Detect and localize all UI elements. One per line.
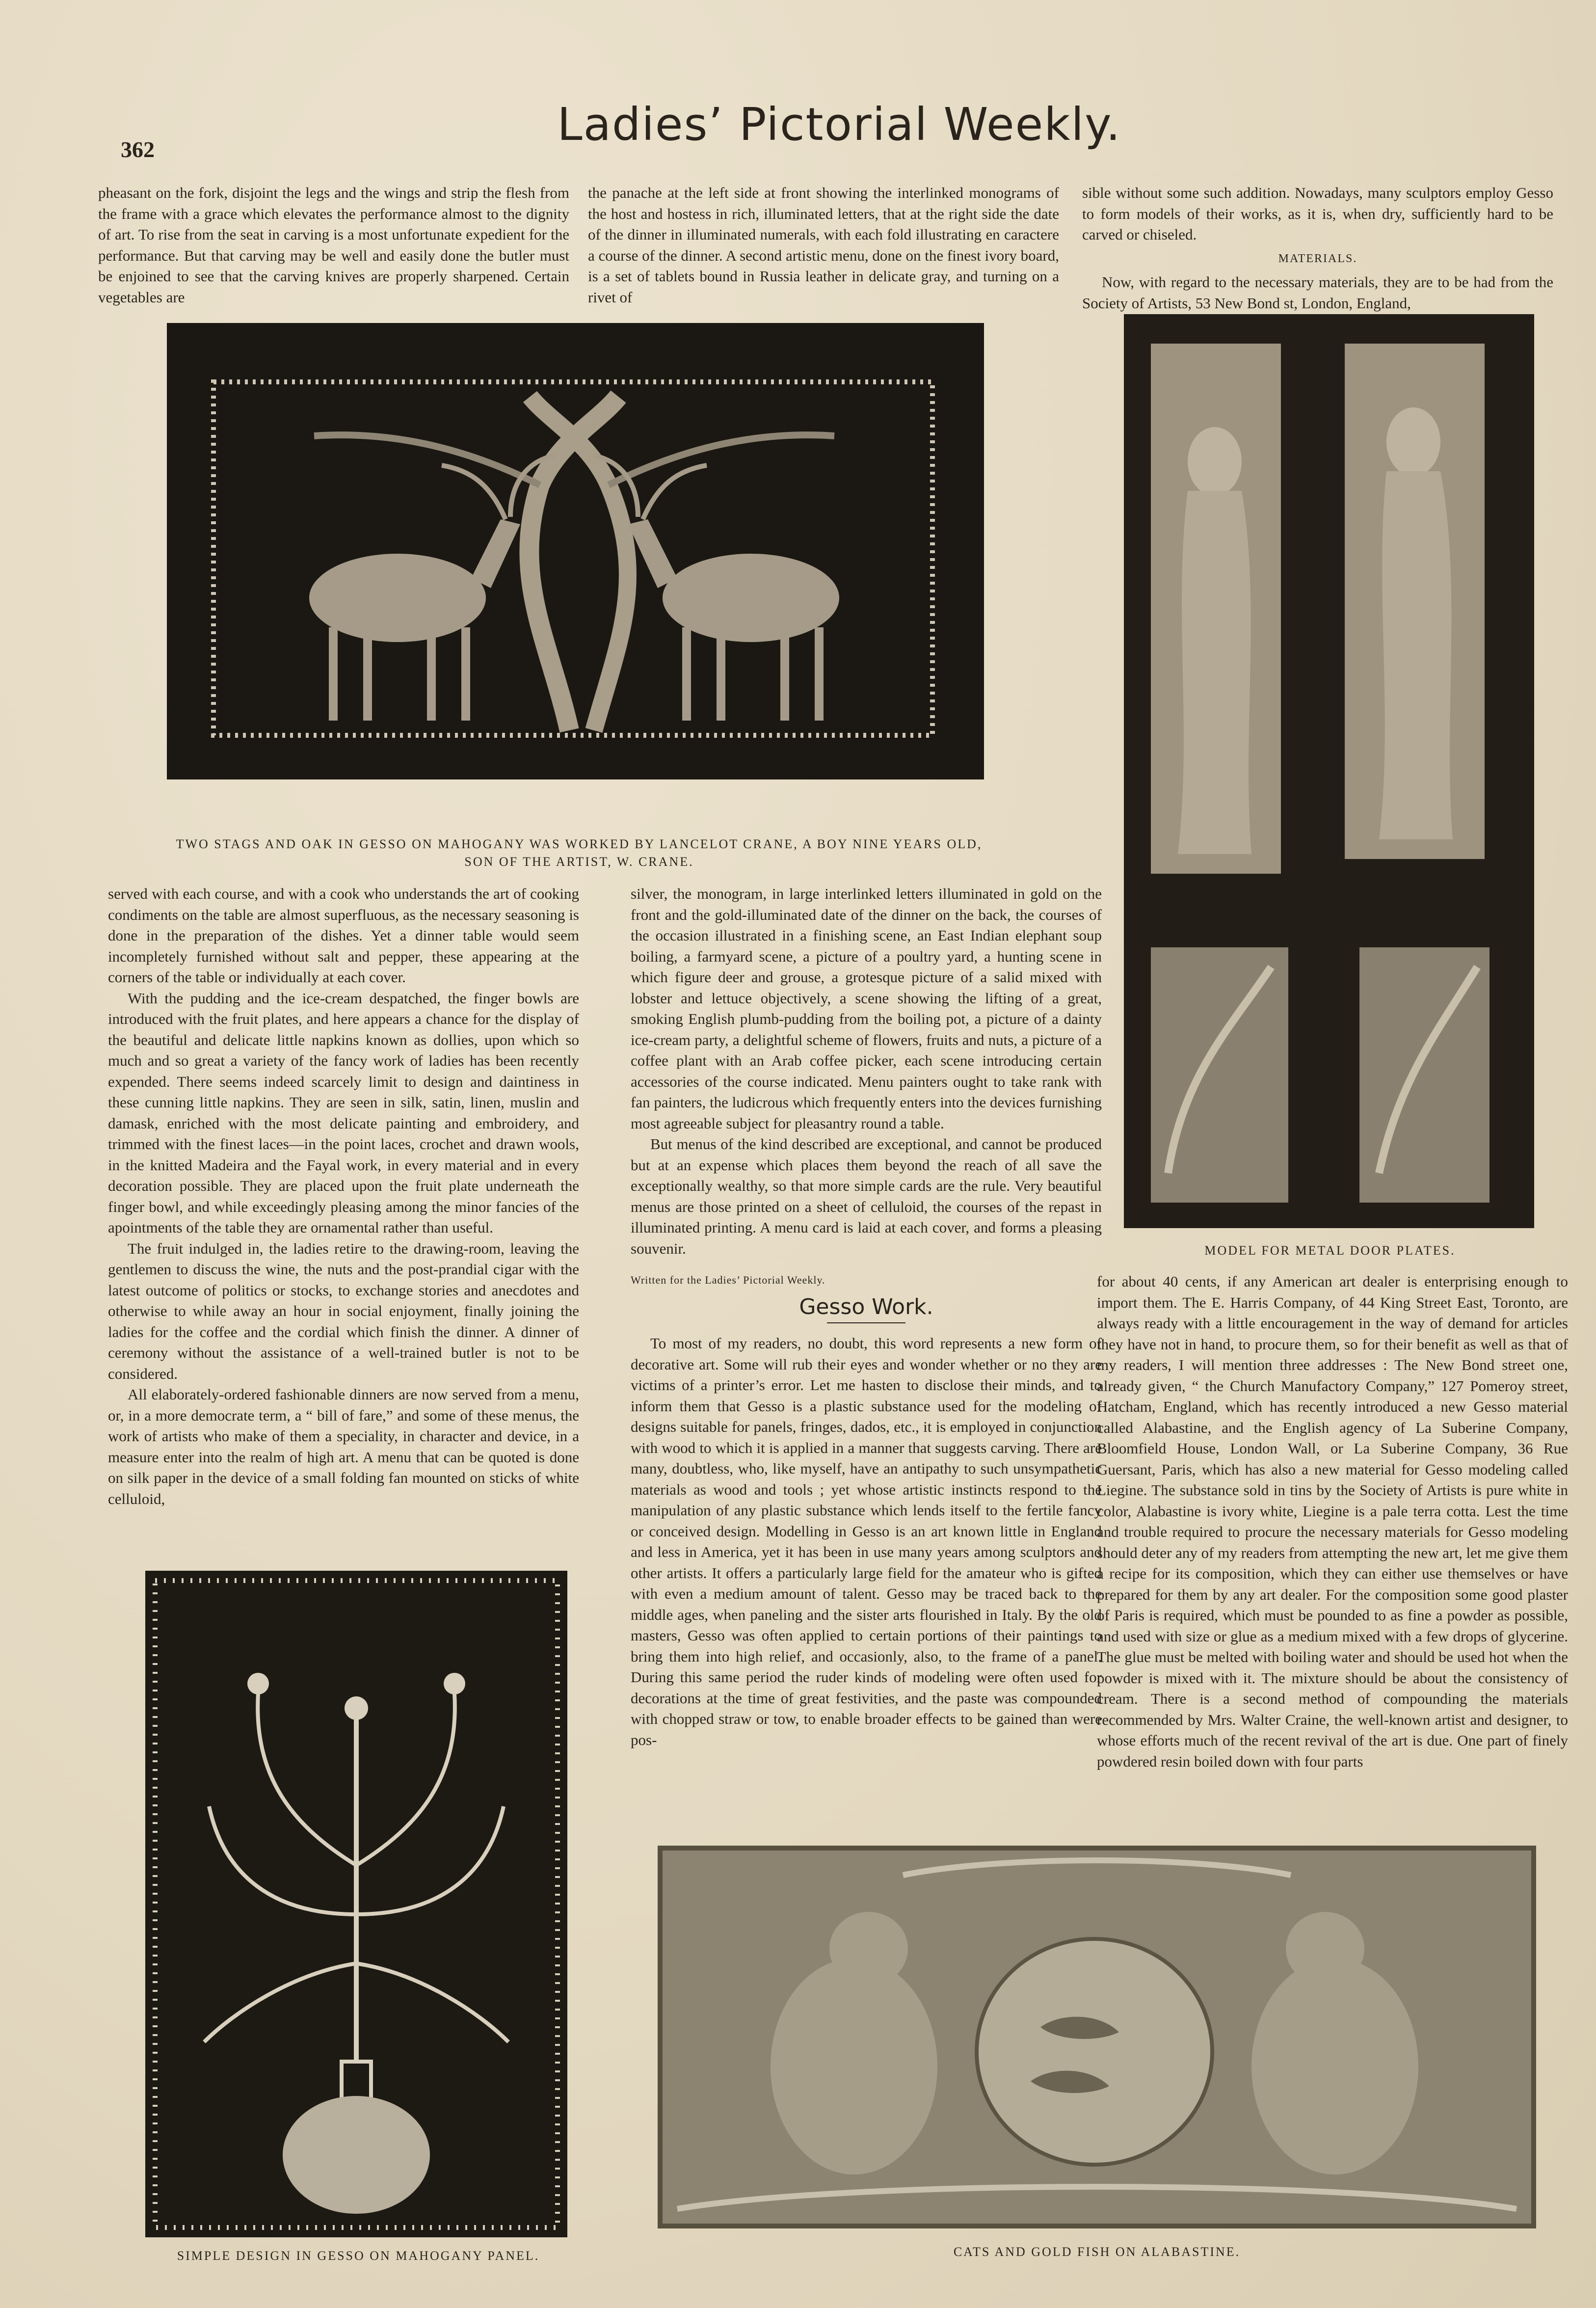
top-column-1 — [98, 183, 569, 308]
paragraph: With the pudding and the ice-cream despatched, the finger bowls are introduced with the fruit plates, and here appears a chance for the display of the beautiful and delicate little napkins known as dollies, upon which so much and so great a variety of the fancy work of ladies has been recently expended. There seems indeed scarcely limit to design and daintiness in these cunning little napkins. They are seen in silk, satin, linen, muslin and damask, enriched with the most delicate painting and embroidery, and trimmed with the finest laces—in the point laces, crochet and drawn wools, in the knitted Madeira and the Fayal work, in every material and in every decoration possible. They are placed upon the fruit plate underneath the finger bowl, and while exceedingly pleasing among the minor fancies of the apointments of the table they are ornamental rather than useful. — [108, 989, 579, 1236]
paragraph: for about 40 cents, if any American art dealer is enterprising enough to import them. The E. Harris Company, of 44 King Street East, Toronto, are always ready with a little encouragement in the way of demand for articles they have not in hand, to procure them, so for their benefit as well as that of my readers, I will mention three addresses : The New Bond street one, already given, “ the Church Manufactory Company,” 127 Pomeroy street, Hatcham, England, which has recently introduced a new Gesso material called Alabastine, and the English agency of La Suberine Company, Bloomfield House, London Wall, or La Suberine Company, 36 Rue Guersant, Paris, which has also a new material for Gesso modeling called Liegine. The substance sold in tins by the Society of Artists is pure white in color, Alabastine is ivory white, Liegine is a pale terra cotta. Lest the time and trouble required to procure the necessary materials for Gesso modeling should deter any of my readers from attempting the new art, let me give them a recipe for its composition, which they can either use themselves or have prepared for them by any art dealer. For the composition some good plaster of Paris is required, which must be pounded to as fine a powder as possible, and used with size or glue as a medium mixed with a few drops of glycerine. The glue must be melted with boiling water and should be used hot when the powder is mixed with it. The mixture should be about the consistency of cream. There is a second method of compounding the materials recommended by Mrs. Walter Craine, the well-known artist and designer, to whose efforts much of the recent revival of the art is due. One part of finely powdered resin boiled down with four parts — [1097, 1273, 1568, 1770]
paragraph: sible without some such addition. Nowadays, many sculptors employ Gesso to form models of their works, as it is, when dry, sufficiently hard to be carved or chiseled. — [1082, 184, 1553, 243]
written-for-note: Written for the Ladies’ Pictorial Weekly. — [631, 1274, 825, 1286]
paragraph: pheasant on the fork, disjoint the legs and the wings and strip the flesh from the frame with a grace which elevates the performance almost to the dignity of art. To rise from the seat in carving is a most unfortunate expedient for the performance. But that carving may be well and easily done the butler must be enjoined to see that the carving knives are properly sharpened. Certain vegetables are — [98, 184, 569, 306]
middle-column-2 — [631, 884, 1102, 1750]
paragraph: silver, the monogram, in large interlinked letters illuminated in gold on the front and the gold-illuminated date of the dinner on the back, the courses of the occasion illustrated in a finishing scene, an East Indian elephant soup boiling, a farmyard scene, a picture of a poultry yard, a hunting scene in which figure deer and grouse, a grotesque picture of a salid mixed with lobster and lettuce objectively, a scene showing the lifting of a great, smoking English plumb-pudding from the boiling pot, a picture of a dainty ice-cream party, a delightful scheme of flowers, fruits and nuts, a picture of a coffee plant with an Arab coffee picker, each scene introducing certain accessories of the course indicated. Menu painters ought to take rank with fan painters, the ludicrous which frequently enters into the devices furnishing most agreeable subject for pleasantry round a table. — [631, 885, 1102, 1132]
caption-line: TWO STAGS AND OAK IN GESSO ON MAHOGANY WAS WORKED BY LANCELOT CRANE, A BOY NINE YEARS OLD, — [176, 837, 983, 851]
heading-rule — [827, 1322, 905, 1323]
cats-caption: CATS AND GOLD FISH ON ALABASTINE. — [953, 2245, 1241, 2259]
top-column-2 — [588, 183, 1059, 308]
paragraph: To most of my readers, no doubt, this word represents a new form of decorative art. Some will rub their eyes and wonder whether or no they are victims of a printer’s error. Let me hasten to disclose their minds, and to inform them that Gesso is a plastic substance used for the modeling of designs suitable for panels, fringes, dados, etc., it is employed in conjunction with wood to which it is applied in a manner that suggests carving. There are many, doubtless, who, like myself, have an antipathy to such unsympathetic materials as wood and tools ; yet whose artistic instincts respond to the manipulation of any plastic substance which lends itself to the fertile fancy or conceived design. Modelling in Gesso is an art known little in England and less in America, yet it has been in use many years among sculptors and other artists. It offers a particularly large field for the amateur who is gifted with even a medium amount of talent. Gesso may be traced back to the middle ages, when paneling and the sister arts flourished in Italy. By the old masters, Gesso was often applied to certain portions of their paintings to bring them into high relief, and occasionly, also, to the frame of a panel. During this same period the ruder kinds of modeling were often used for decorations at the time of great festivities, and the paste was compounded with chopped straw or tow, to enable broader effects to be gained than were pos- — [631, 1335, 1102, 1748]
paragraph: But menus of the kind described are exceptional, and cannot be produced but at an expense which places them beyond the reach of all save the exceptionally wealthy, so that more simple cards are the rule. Very beautiful menus are those printed on a sheet of celluloid, the courses of the repast in illuminated printing. A menu card is laid at each cover, and forms a pleasing souvenir. — [631, 1135, 1102, 1257]
page-number: 362 — [121, 137, 155, 162]
paragraph: The fruit indulged in, the ladies retire to the drawing-room, leaving the gentlemen to discuss the wine, the nuts and the post-prandial cigar with the latest outcome of politics or stocks, to exchange stories and anecdotes and otherwise to while away an hour in social enjoyment, finally joining the ladies for the coffee and the cordial which finish the dinner. A dinner of ceremony without the assistance of a well-trained butler is not to be considered. — [108, 1239, 579, 1382]
stags-caption — [98, 835, 1060, 871]
gesso-work-heading: Gesso Work. — [799, 1294, 933, 1319]
door-plates-image — [1124, 314, 1534, 1228]
cats-goldfish-image — [658, 1846, 1536, 2228]
top-column-3 — [1082, 183, 1553, 314]
paragraph: All elaborately-ordered fashionable dinners are now served from a menu, or, in a more democrate term, a “ bill of fare,” and some of these menus, the work of artists who make of them a speciality, in character and device, in a measure enter into the realm of high art. A menu that can be quoted is done on silk paper in the device of a small folding fan mounted on sticks of white celluloid, — [108, 1386, 579, 1507]
vase-caption: SIMPLE DESIGN IN GESSO ON MAHOGANY PANEL. — [177, 2249, 540, 2263]
materials-heading: MATERIALS. — [1278, 252, 1357, 265]
caption-line: SON OF THE ARTIST, W. CRANE. — [464, 855, 694, 869]
vase-panel-image — [145, 1571, 567, 2237]
middle-column-1 — [108, 884, 579, 1509]
middle-column-3 — [1097, 1271, 1568, 1772]
paragraph: Now, with regard to the necessary materials, they are to be had from the Society of Artists, 53 New Bond st, London, England, — [1082, 273, 1553, 312]
paragraph: the panache at the left side at front showing the interlinked monograms of the host and hostess in rich, illuminated letters, that at the right side the date of the dinner in illuminated numerals, with each fold illustrating en caractere a course of the dinner. A second artistic menu, done on the finest ivory board, is a set of tablets bound in Russia leather in delicate gray, and turning on a rivet of — [588, 184, 1059, 306]
masthead-title: Ladies’ Pictorial Weekly. — [557, 98, 1121, 151]
stags-gesso-image — [167, 323, 984, 779]
paragraph: served with each course, and with a cook who understands the art of cooking condiments on the table are almost superfluous, as the necessary seasoning is done in the preparation of the dishes. Yet a dinner table would seem incompletely furnished without salt and pepper, these appearing at the corners of the table or individually at each cover. — [108, 885, 579, 986]
door-plates-caption: MODEL FOR METAL DOOR PLATES. — [1204, 1243, 1456, 1258]
